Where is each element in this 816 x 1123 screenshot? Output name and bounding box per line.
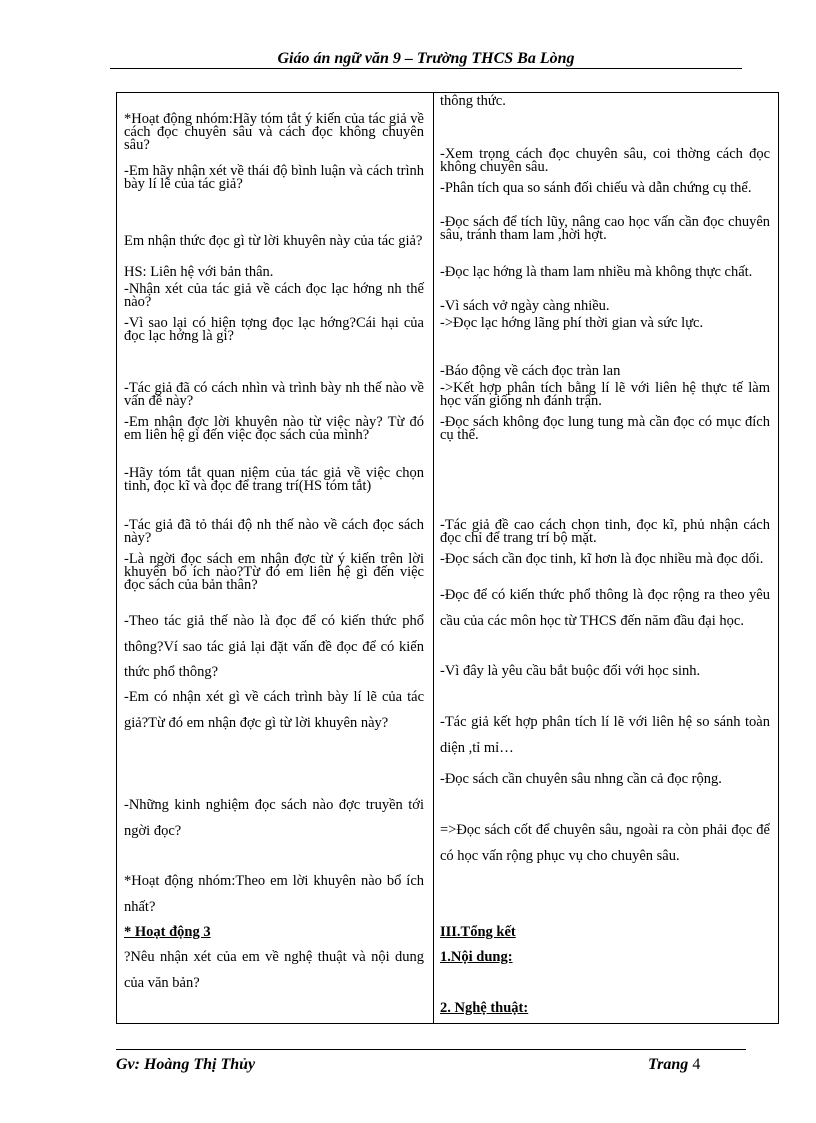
footer-rule [116,1049,746,1050]
right-para-2: -Xem trọng cách đọc chuyên sâu, coi thờng cách đọc không chuyên sâu. [440,146,770,175]
right-para-12: -Đọc sách cần đọc tinh, kĩ hơn là đọc nhiều mà đọc dối. [440,551,764,567]
footer-page-number: 4 [692,1056,701,1073]
right-para-15: -Tác giả kết hợp phân tích lí lẽ với liên hệ so sánh toàn diện ,tỉ mỉ… [440,714,770,756]
right-para-11: -Tác giả đề cao cách chọn tinh, đọc kĩ, phủ nhận cách đọc chỉ để trang trí bộ mặt. [440,517,770,546]
left-para-7: -Tác giả đã có cách nhìn và trình bày nh thế nào về vấn đề này? [124,380,424,409]
right-para-8: -Báo động về cách đọc tràn lan [440,363,621,379]
left-para-6: -Vì sao lại có hiện tợng đọc lạc hớng?Cái hại của đọc lạc hớng là gì? [124,315,424,344]
left-para-1: *Hoạt động nhóm:Hãy tóm tắt ý kiến của tác giả về cách đọc chuyên sâu và cách đọc không chuyên sâu? [124,111,424,153]
left-para-10: -Tác giả đã tỏ thái độ nh thế nào về cách đọc sách này? [124,517,424,546]
right-para-1: thông thức. [440,93,506,109]
left-para-9: -Hãy tóm tắt quan niệm của tác giả về việc chọn tinh, đọc kĩ và đọc để trang trí(HS tóm tắt) [124,465,424,494]
footer-author: Gv: Hoàng Thị Thủy [116,1056,256,1073]
lesson-table [116,92,779,1024]
left-para-15: *Hoạt động nhóm:Theo em lời khuyên nào bổ ích nhất? [124,873,424,915]
right-para-5: -Đọc lạc hớng là tham lam nhiều mà không thực chất. [440,264,753,280]
left-para-5: -Nhận xét của tác giả về cách đọc lạc hớng nh thế nào? [124,281,424,310]
right-para-7: ->Đọc lạc hớng lãng phí thời gian và sức lực. [440,315,704,331]
right-para-17: =>Đọc sách cốt để chuyên sâu, ngoài ra còn phải đọc để có học vấn rộng phục vụ cho chuyên sâu. [440,822,770,864]
left-para-17: ?Nêu nhận xét của em về nghệ thuật và nội dung của văn bản? [124,949,424,991]
page-header-title: Giáo án ngữ văn 9 – Trường THCS Ba Lòng [277,50,575,67]
right-para-9: ->Kết hợp phân tích bằng lí lẽ với liên hệ thực tế làm học vấn giống nh đánh trận. [440,380,770,409]
footer-page-label: Trang [648,1056,689,1073]
left-para-13: -Em có nhận xét gì về cách trình bày lí lẽ của tác giả?Từ đó em nhận đợc gì từ lời khuyên này? [124,689,424,731]
art-heading: 2. Nghệ thuật: [440,1000,529,1016]
left-para-2: -Em hãy nhận xét về thái độ bình luận và cách trình bày lí lẽ của tác giả? [124,163,424,192]
right-para-13: -Đọc để có kiến thức phổ thông là đọc rộng ra theo yêu cầu của các môn học từ THCS đến năm đầu đại học. [440,587,770,629]
right-para-6: -Vì sách vở ngày càng nhiều. [440,298,610,314]
left-activity-heading: * Hoạt động 3 [124,924,211,940]
footer-page [648,1056,700,1074]
header-rule [110,68,742,69]
left-para-14: -Những kinh nghiệm đọc sách nào đợc truyền tới ngời đọc? [124,797,424,839]
left-para-3: Em nhận thức đọc gì từ lời khuyên này của tác giả? [124,233,423,249]
summary-heading: III.Tổng kết [440,924,516,940]
left-para-11: -Là ngời đọc sách em nhận đợc từ ý kiến trên lời khuyên bổ ích nào?Từ đó em liên hệ gì đến việc đọc sách của bản thân? [124,551,424,593]
content-heading: 1.Nội dung: [440,949,513,965]
right-para-10: -Đọc sách không đọc lung tung mà cần đọc có mục đích cụ thể. [440,414,770,443]
right-para-3: -Phân tích qua so sánh đối chiếu và dẫn chứng cụ thể. [440,180,752,196]
right-para-4: -Đọc sách để tích lũy, nâng cao học vấn cần đọc chuyên sâu, tránh tham lam ,hời hợt. [440,214,770,243]
left-para-4: HS: Liên hệ với bản thân. [124,264,274,280]
right-para-16: -Đọc sách cần chuyên sâu nhng cần cả đọc rộng. [440,771,722,787]
left-para-12: -Theo tác giả thế nào là đọc để có kiến thức phổ thông?Ví sao tác giả lại đặt vấn đề đọc để có kiến thức phổ thông? [124,613,424,680]
left-para-8: -Em nhận đợc lời khuyên nào từ việc này? Từ đó em liên hệ gì đến việc đọc sách của mình? [124,414,424,443]
column-divider [433,93,434,1023]
right-para-14: -Vì đây là yêu cầu bắt buộc đối với học sinh. [440,663,701,679]
